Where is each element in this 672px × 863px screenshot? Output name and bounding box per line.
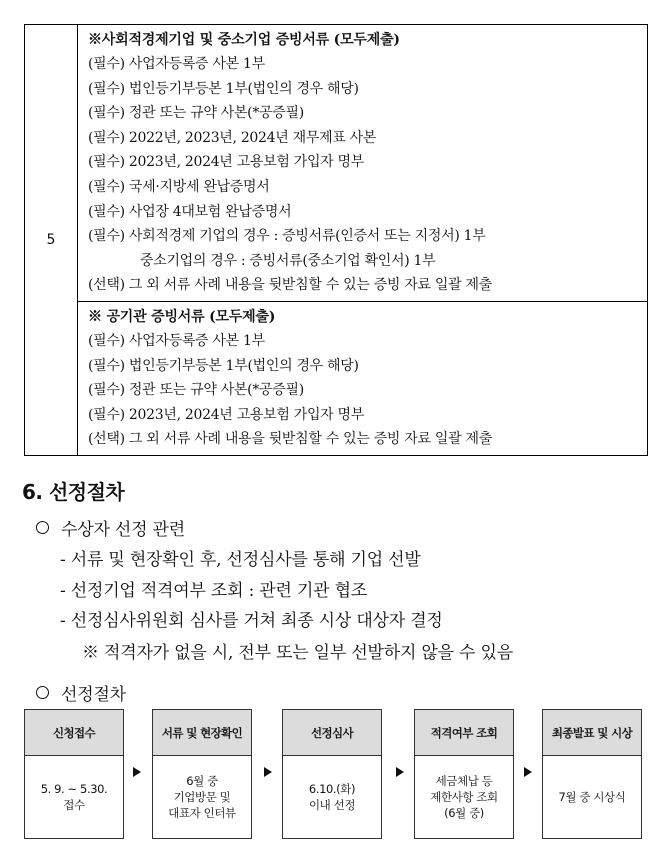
bullet-selection — [36, 515, 185, 540]
flow-step — [414, 709, 514, 839]
step-title: 적격여부 조회 — [415, 710, 513, 756]
section-title: ※사회적경제기업 및 중소기업 증빙서류 (모두제출) — [88, 32, 400, 48]
flow-step — [282, 709, 382, 839]
bullet-procedure — [36, 680, 126, 705]
flow-step — [542, 709, 642, 839]
list-item: (필수) 사업장 4대보험 완납증명서 — [88, 203, 292, 220]
step-body: 6월 중 기업방문 및 대표자 인터뷰 — [168, 774, 236, 820]
step-title: 신청접수 — [25, 710, 123, 756]
step-title: 서류 및 현장확인 — [153, 710, 251, 756]
circle-bullet-icon — [36, 686, 49, 699]
social-economy-docs-cell — [78, 25, 648, 302]
procedure-flow — [24, 709, 646, 841]
step-body: 5. 9. ~ 5.30. 접수 — [40, 782, 108, 812]
circle-bullet-icon — [36, 521, 49, 534]
step-body: 6.10.(화) 이내 선정 — [308, 782, 356, 812]
list-item: (필수) 국세·지방세 완납증명서 — [88, 178, 270, 195]
arrow-right-icon — [133, 767, 141, 777]
list-item: (필수) 사업자등록증 사본 1부 — [88, 56, 265, 72]
bullet-label: 선정절차 — [61, 685, 126, 705]
row-number: 5 — [25, 25, 78, 456]
section-heading: 6. 선정절차 — [22, 480, 125, 504]
flow-step — [24, 709, 124, 839]
list-item: (필수) 사회적경제 기업의 경우 : 증빙서류(인증서 또는 지정서) 1부 — [88, 228, 486, 245]
list-item: (필수) 2023년, 2024년 고용보험 가입자 명부 — [88, 154, 364, 171]
arrow-right-icon — [396, 767, 404, 777]
document-table — [24, 24, 648, 456]
list-item: (필수) 2023년, 2024년 고용보험 가입자 명부 — [88, 406, 364, 423]
sub-item: - 선정기업 적격여부 조회 : 관련 기관 협조 — [60, 581, 368, 601]
section-title: ※ 공기관 증빙서류 (모두제출) — [88, 308, 276, 325]
sub-item: - 서류 및 현장확인 후, 선정심사를 통해 기업 선발 — [60, 550, 421, 570]
arrow-right-icon — [524, 767, 532, 777]
note: ※ 적격자가 없을 시, 전부 또는 일부 선발하지 않을 수 있음 — [82, 643, 513, 663]
list-item: (필수) 법인등기부등본 1부(법인의 경우 해당) — [88, 357, 359, 374]
list-item: (필수) 정관 또는 규약 사본(*공증필) — [88, 105, 304, 122]
arrow-right-icon — [264, 767, 272, 777]
list-item: 중소기업의 경우 : 증빙서류(중소기업 확인서) 1부 — [140, 252, 436, 269]
step-title: 선정심사 — [283, 710, 381, 756]
step-body: 세금체납 등 제한사항 조회 (6월 중) — [430, 774, 498, 820]
list-item: (필수) 법인등기부등본 1부(법인의 경우 해당) — [88, 80, 359, 97]
step-body: 7월 중 시상식 — [558, 790, 626, 804]
flow-step — [152, 709, 252, 839]
list-item: (필수) 2022년, 2023년, 2024년 재무제표 사본 — [88, 129, 377, 146]
public-agency-docs-cell — [78, 301, 648, 455]
list-item: (필수) 정관 또는 규약 사본(*공증필) — [88, 382, 304, 399]
bullet-label: 수상자 선정 관련 — [61, 520, 185, 540]
step-title: 최종발표 및 시상 — [543, 710, 641, 756]
sub-item: - 선정심사위원회 심사를 거쳐 최종 시상 대상자 결정 — [60, 611, 443, 631]
list-item: (선택) 그 외 서류 사례 내용을 뒷받침할 수 있는 증빙 자료 일괄 제출 — [88, 277, 492, 294]
list-item: (선택) 그 외 서류 사례 내용을 뒷받침할 수 있는 증빙 자료 일괄 제출 — [88, 431, 492, 448]
list-item: (필수) 사업자등록증 사본 1부 — [88, 332, 265, 349]
